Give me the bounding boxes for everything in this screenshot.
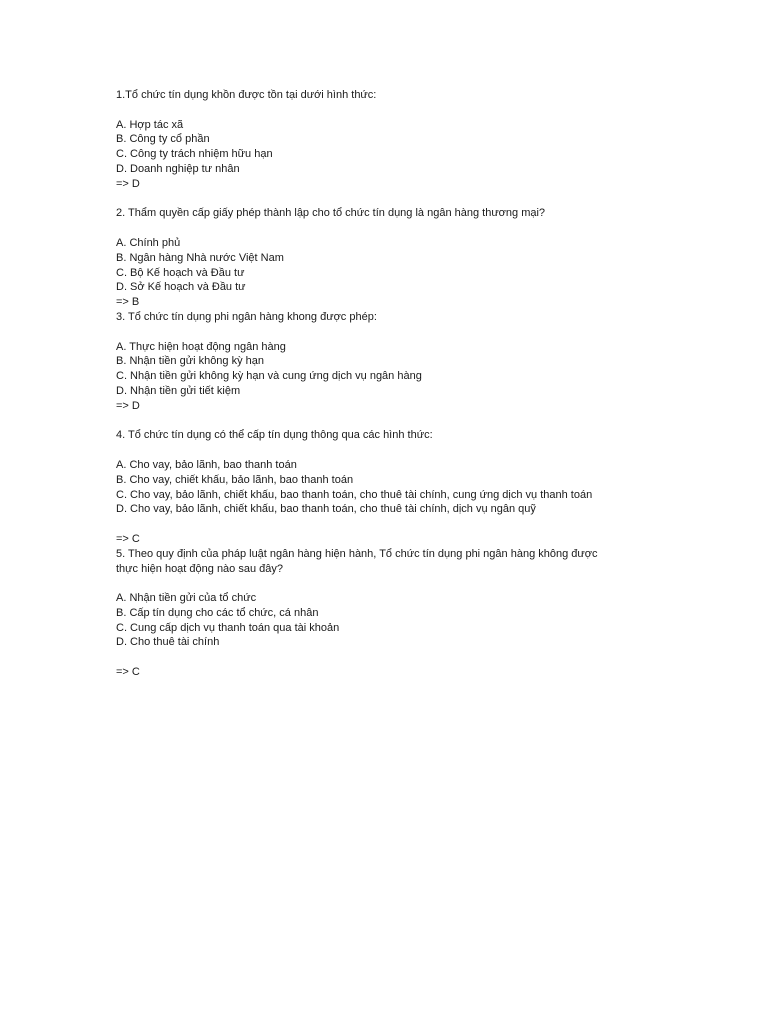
document-body [116, 88, 676, 680]
q2-option-c: C. Bộ Kế hoạch và Đầu tư [116, 266, 245, 279]
q5-option-c: C. Cung cấp dịch vụ thanh toán qua tài khoản [116, 621, 340, 634]
q4-answer: => C [116, 532, 140, 545]
spacer [116, 576, 676, 591]
spacer [116, 192, 676, 207]
q5-option-a: A. Nhận tiền gửi của tổ chức [116, 592, 257, 605]
q3-option-a: A. Thực hiện hoạt động ngân hàng [116, 340, 286, 353]
q5-option-b: B. Cấp tín dụng cho các tổ chức, cá nhân [116, 606, 319, 619]
q1-option-c: C. Công ty trách nhiệm hữu hạn [116, 148, 273, 161]
q2-answer: => B [116, 296, 140, 309]
q2-option-b: B. Ngân hàng Nhà nước Việt Nam [116, 251, 284, 264]
q4-option-d: D. Cho vay, bảo lãnh, chiết khấu, bao thanh toán, cho thuê tài chính, dịch vụ ngân quỹ [116, 503, 536, 516]
q3-option-b: B. Nhận tiền gửi không kỳ hạn [116, 355, 265, 368]
spacer [116, 414, 676, 429]
q1-answer: => D [116, 177, 140, 190]
question-5-line-2: thực hiện hoạt động nào sau đây? [116, 562, 283, 575]
spacer [116, 221, 676, 236]
q1-option-b: B. Công ty cổ phần [116, 133, 210, 146]
q5-option-d: D. Cho thuê tài chính [116, 636, 220, 649]
q4-option-c: C. Cho vay, bảo lãnh, chiết khấu, bao thanh toán, cho thuê tài chính, cung ứng dịch vụ thanh toán [116, 488, 593, 501]
question-4: 4. Tổ chức tín dụng có thể cấp tín dụng thông qua các hình thức: [116, 429, 433, 442]
q5-answer: => C [116, 666, 140, 679]
spacer [116, 443, 676, 458]
spacer [116, 517, 676, 532]
q2-option-d: D. Sở Kế hoạch và Đầu tư [116, 281, 246, 294]
question-1: 1.Tổ chức tín dụng khồn được tồn tại dưới hình thức: [116, 89, 377, 101]
question-2: 2. Thẩm quyền cấp giấy phép thành lập cho tổ chức tín dụng là ngân hàng thương mại? [116, 207, 546, 220]
q3-answer: => D [116, 399, 140, 412]
question-5-line-1: 5. Theo quy định của pháp luật ngân hàng hiện hành, Tổ chức tín dụng phi ngân hàng không được [116, 547, 598, 560]
q3-option-d: D. Nhận tiền gửi tiết kiệm [116, 384, 241, 397]
q4-option-a: A. Cho vay, bảo lãnh, bao thanh toán [116, 458, 297, 471]
spacer [116, 103, 676, 118]
spacer [116, 325, 676, 340]
q1-option-a: A. Hợp tác xã [116, 118, 184, 131]
q2-option-a: A. Chính phủ [116, 236, 181, 249]
q3-option-c: C. Nhận tiền gửi không kỳ hạn và cung ứng dịch vụ ngân hàng [116, 370, 422, 383]
q1-option-d: D. Doanh nghiệp tư nhân [116, 162, 240, 175]
spacer [116, 650, 676, 665]
q4-option-b: B. Cho vay, chiết khấu, bảo lãnh, bao thanh toán [116, 473, 354, 486]
question-3: 3. Tổ chức tín dụng phi ngân hàng khong được phép: [116, 310, 377, 323]
